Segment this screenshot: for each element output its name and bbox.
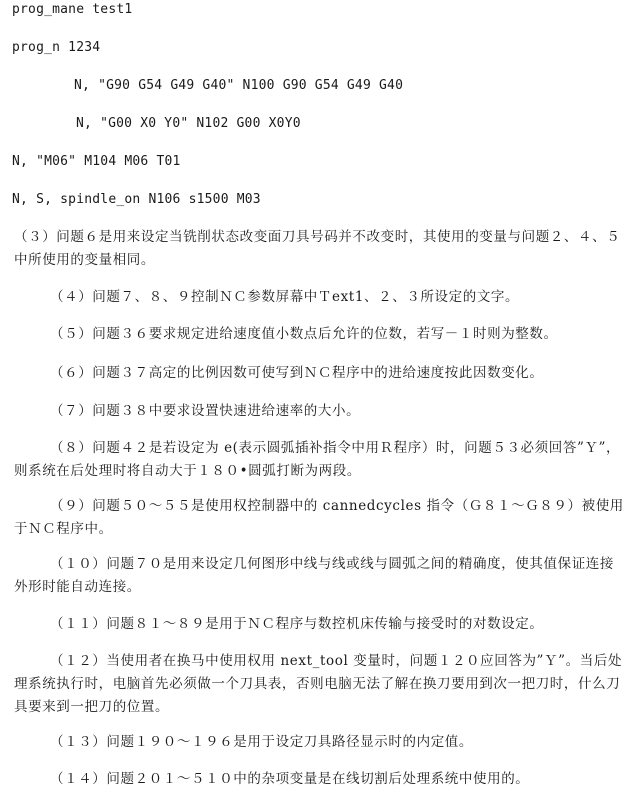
code-line-g00: N, "G00 X0 Y0" N102 G00 X0Y0 bbox=[76, 116, 301, 131]
code-line-prog-name: prog_mane test1 bbox=[12, 2, 133, 17]
paragraph-14: （１４）问题２０１～５１０中的杂项变量是在线切割后处理系统中使用的。 bbox=[50, 771, 530, 787]
paragraph-12: （１２）当使用者在换马中使用权用 next_tool 变量时，问题１２０应回答为”Ｙ”。当后处理系统执行时，电脑首先必须做一个刀具表，否则电脑无法了解在换刀要用到次一把刀时，什么刀具要来到一把刀的位置。 bbox=[14, 653, 623, 715]
paragraph-8: （８）问题４２是若设定为 e(表示圆弧插补指令中用Ｒ程序）时，问题５３必须回答”Ｙ”，则系统在后处理时将自动大于１８０•圆弧打断为两段。 bbox=[14, 440, 621, 479]
paragraph-13: （１３）问题１９０～１９６是用于设定刀具路径显示时的内定值。 bbox=[50, 734, 473, 750]
paragraph-6: （６）问题３７高定的比例因数可使写到ＮＣ程序中的进给速度按此因数变化。 bbox=[50, 365, 544, 381]
paragraph-7: （７）问题３８中要求设置快速进给速率的大小。 bbox=[50, 403, 361, 419]
paragraph-9: （９）问题５０～５５是使用权控制器中的 cannedcycles 指令（Ｇ８１～Ｇ８９）被使用于ＮＣ程序中。 bbox=[14, 498, 624, 537]
code-line-g90: N, "G90 G54 G49 G40" N100 G90 G54 G49 G40 bbox=[74, 78, 404, 93]
code-line-spindle-on: N, S, spindle_on N106 s1500 M03 bbox=[12, 192, 261, 207]
paragraph-5: （５）问题３６要求规定进给速度值小数点后允许的位数，若写－１时则为整数。 bbox=[50, 326, 558, 342]
code-line-m06: N, "M06" M104 M06 T01 bbox=[12, 154, 181, 169]
paragraph-3: （３）问题６是用来设定当铣削状态改变面刀具号码并不改变时，其使用的变量与问题２、４、５中所使用的变量相同。 bbox=[14, 229, 621, 268]
code-line-prog-number: prog_n 1234 bbox=[12, 40, 101, 55]
paragraph-11: （１１）问题８１～８９是用于ＮＣ程序与数控机床传输与接受时的对数设定。 bbox=[50, 616, 544, 632]
paragraph-4: （４）问题７、８、９控制ＮＣ参数屏幕中Ｔext1、２、３所设定的文字。 bbox=[50, 289, 520, 305]
paragraph-10: （１０）问题７０是用来设定几何图形中线与线或线与圆弧之间的精确度，使其值保证连接外形时能自动连接。 bbox=[14, 556, 614, 595]
